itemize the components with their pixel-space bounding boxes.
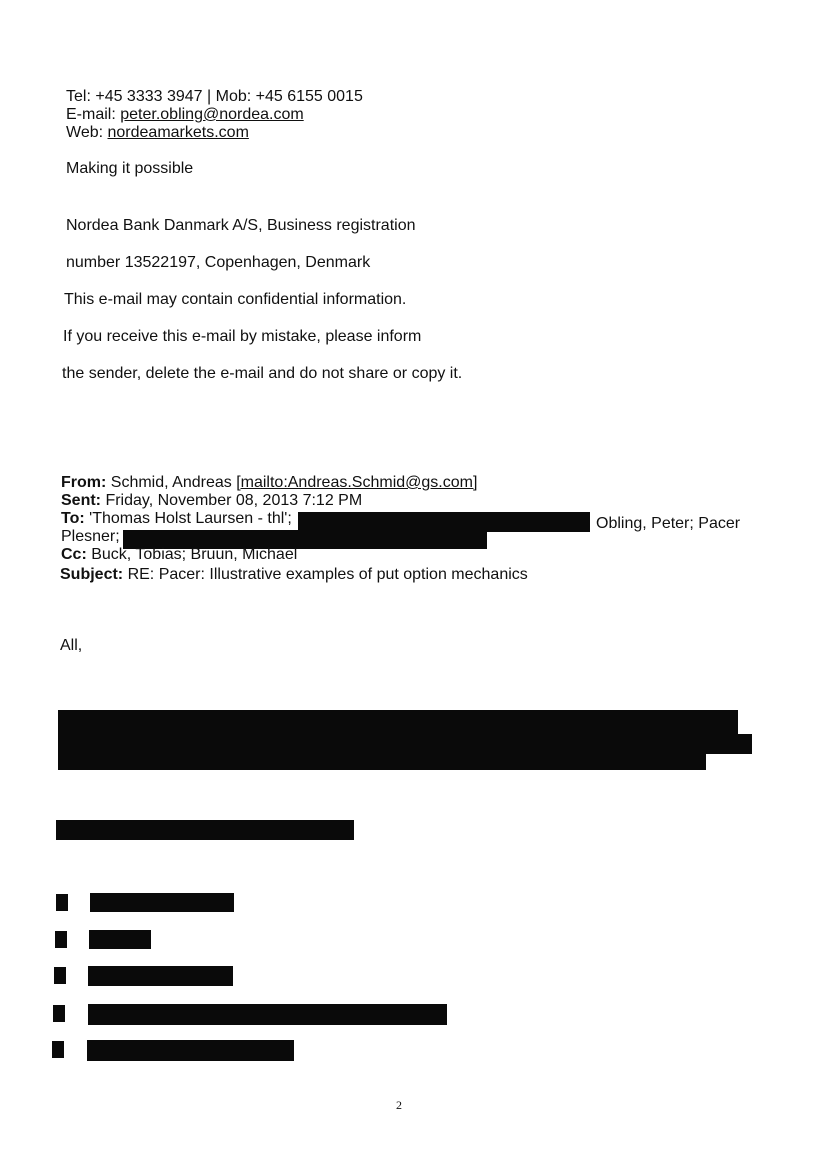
redaction-to-recipients bbox=[298, 512, 590, 532]
header-to bbox=[61, 510, 292, 528]
disclaimer-line-1: Nordea Bank Danmark A/S, Business registration bbox=[66, 217, 416, 234]
redaction-bullet-item-2 bbox=[89, 930, 151, 949]
to-value-3: Plesner; bbox=[61, 528, 120, 545]
signature-email-line bbox=[66, 106, 304, 124]
signature-web-line bbox=[66, 124, 249, 142]
subject-label: Subject: bbox=[60, 566, 124, 583]
disclaimer-line-2: number 13522197, Copenhagen, Denmark bbox=[66, 254, 371, 271]
page-number: 2 bbox=[396, 1098, 402, 1112]
header-sent bbox=[61, 492, 362, 510]
redaction-paragraph-line-2 bbox=[58, 734, 752, 754]
disclaimer-line-4: If you receive this e-mail by mistake, please inform bbox=[63, 328, 422, 345]
bullet-3 bbox=[54, 967, 66, 984]
bullet-4 bbox=[53, 1005, 65, 1022]
web-link[interactable]: nordeamarkets.com bbox=[107, 124, 249, 141]
email-label: E-mail: bbox=[66, 106, 121, 123]
redaction-bullet-item-5 bbox=[87, 1040, 294, 1061]
redaction-heading bbox=[56, 820, 354, 840]
to-value-1: 'Thomas Holst Laursen - thl'; bbox=[89, 510, 292, 527]
header-from bbox=[61, 474, 477, 492]
cc-label: Cc: bbox=[61, 546, 87, 563]
redaction-bullet-item-1 bbox=[90, 893, 234, 912]
to-value-2: Obling, Peter; Pacer bbox=[596, 515, 741, 532]
to-label: To: bbox=[61, 510, 85, 527]
redaction-bullet-item-3 bbox=[88, 966, 233, 986]
disclaimer-line-3: This e-mail may contain confidential information. bbox=[64, 291, 407, 308]
web-label: Web: bbox=[66, 124, 108, 141]
header-cc bbox=[61, 546, 297, 564]
signature-phone: Tel: +45 3333 3947 | Mob: +45 6155 0015 bbox=[66, 88, 363, 105]
bullet-5 bbox=[52, 1041, 64, 1058]
redaction-paragraph-line-1 bbox=[58, 710, 738, 736]
body-greeting: All, bbox=[60, 637, 83, 654]
email-link[interactable]: peter.obling@nordea.com bbox=[120, 106, 304, 123]
header-subject bbox=[60, 566, 528, 584]
from-value: Schmid, Andreas bbox=[110, 474, 232, 491]
from-label: From: bbox=[61, 474, 107, 491]
sent-label: Sent: bbox=[61, 492, 101, 509]
subject-value: RE: Pacer: Illustrative examples of put option mechanics bbox=[127, 566, 528, 583]
redaction-paragraph-line-3 bbox=[58, 752, 706, 770]
cc-value: Buck, Tobias; Bruun, Michael bbox=[91, 546, 298, 563]
disclaimer-line-5: the sender, delete the e-mail and do not share or copy it. bbox=[62, 365, 463, 382]
bullet-2 bbox=[55, 931, 67, 948]
from-mailto[interactable]: [mailto:Andreas.Schmid@gs.com] bbox=[236, 474, 478, 491]
bullet-1 bbox=[56, 894, 68, 911]
sent-value: Friday, November 08, 2013 7:12 PM bbox=[105, 492, 363, 509]
signature-slogan: Making it possible bbox=[66, 160, 194, 177]
redaction-bullet-item-4 bbox=[88, 1004, 447, 1025]
